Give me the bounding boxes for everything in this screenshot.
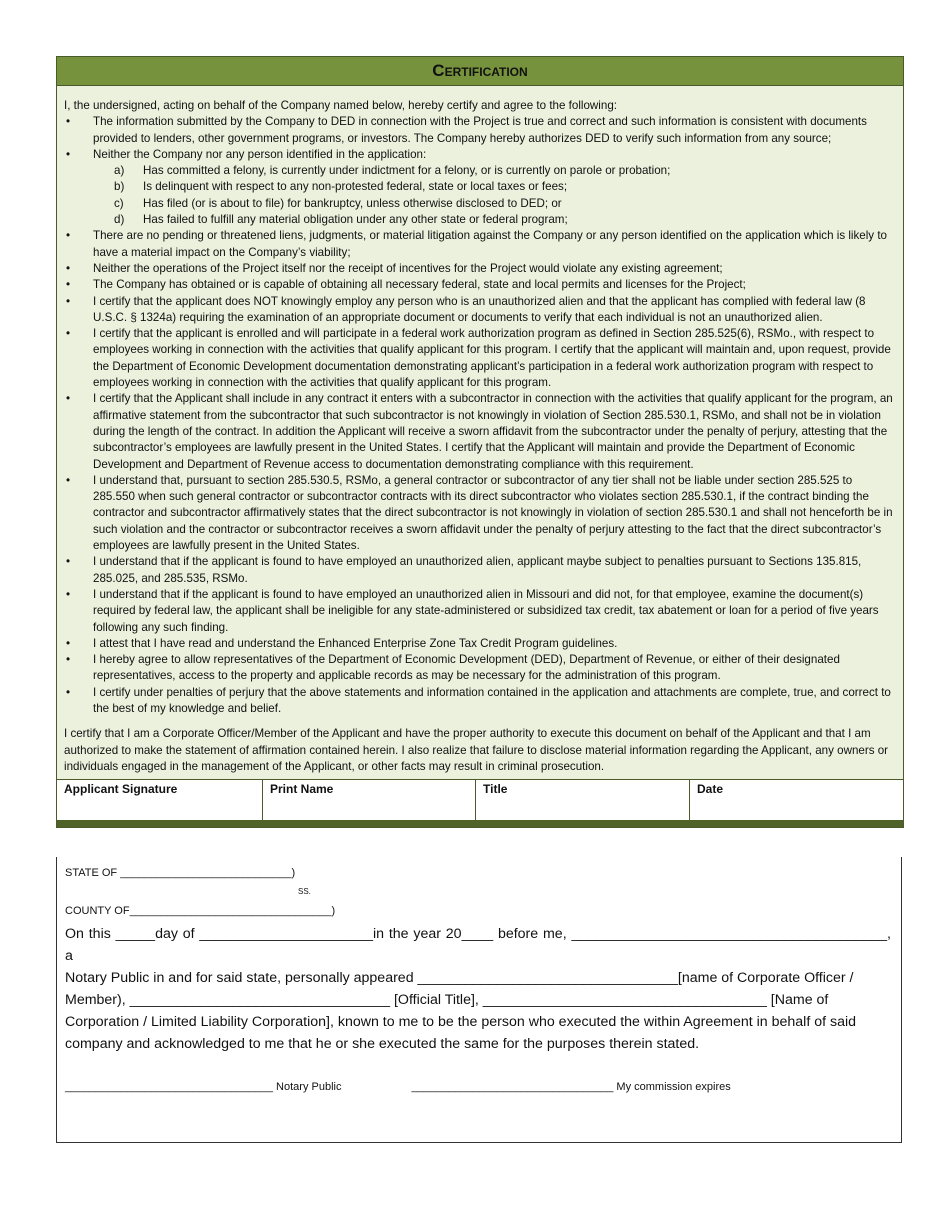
notary-acknowledgment: [65, 923, 901, 1055]
acknowledgment-text: Notary Public in and for said state, personally appeared _________________________________[name of Corporate Officer / Member), _________________________________ [Official Title], ____________________________________ [Name of Corporation / Limited Liability Corporation], known to me to be the person who executed the within Agreement in behalf of said company and acknowledged to me that he or she executed the same for the purposes therein stated.: [65, 970, 857, 1052]
sub-list-text: Has filed (or is about to file) for bankruptcy, unless otherwise disclosed to DED; or: [143, 196, 562, 210]
applicant-signature-field[interactable]: Applicant Signature: [64, 782, 178, 797]
list-item: • I certify that the applicant is enrolled and will participate in a federal work authorization program as defined in Section 285.525(6), RSMo., with respect to employees working in connection with the activities that qualify applicant for this program. I certify that the applicant will maintain and, upon request, provide the Department of Economic Development documentation demonstrating applicant’s participation in a federal work authorization program with respect to employees working in connection with the activities that qualify applicant for this program.: [64, 326, 896, 391]
certification-section: [56, 56, 904, 828]
list-item: • I understand that if the applicant is found to have employed an unauthorized alien in Missouri and did not, for that employee, examine the document(s) required by federal law, the applicant shall be ineligible for any state-administered or subsidized tax credit, tax abatement or loan for a period of five years following any such finding.: [64, 587, 896, 636]
print-name-field[interactable]: Print Name: [262, 780, 475, 820]
sub-list-item: [114, 179, 896, 195]
ss-label: SS.: [298, 887, 311, 896]
commission-expires-line[interactable]: _________________________________ My commission expires: [411, 1081, 731, 1093]
sub-list-item: [114, 163, 896, 179]
list-item: • There are no pending or threatened liens, judgments, or material litigation against the Company or any person identified on the application which is likely to have a material impact on the Company’s viability;: [64, 228, 896, 261]
notary-public-line[interactable]: __________________________________ Notary Public: [65, 1081, 342, 1093]
certification-body: [57, 86, 903, 779]
list-item: • I understand that, pursuant to section 285.530.5, RSMo, a general contractor or subcontractor of any tier shall not be liable under section 285.525 to 285.550 when such general contractor or subcontractor contracts with its direct subcontractor who violates section 285.530.1, if the contract binding the contractor and subcontractor affirmatively states that the direct subcontractor is not knowingly in violation of section 285.530.1 and shall not henceforth be in such violation and the contractor or subcontractor receives a sworn affidavit under the penalty of perjury attesting to the fact that the direct subcontractor’s employees are lawfully present in the United States.: [64, 473, 896, 554]
list-item: • The information submitted by the Company to DED in connection with the Project is true and correct and such information is consistent with documents provided to lenders, other government programs, or investors. The Company hereby authorizes DED to verify such information from any source;: [64, 114, 896, 147]
list-item: • I attest that I have read and understand the Enhanced Enterprise Zone Tax Credit Program guidelines.: [64, 636, 896, 652]
list-item: • I hereby agree to allow representatives of the Department of Economic Development (DED), Department of Revenue, or either of their designated representatives, access to the property and applicable records as may be necessary for the administration of this program.: [64, 652, 896, 685]
sub-list-text: Has failed to fulfill any material obligation under any other state or federal program;: [143, 213, 568, 227]
sub-list-letter: c): [114, 196, 124, 210]
sub-list-item: [114, 212, 896, 228]
sub-list-text: Is delinquent with respect to any non-protested federal, state or local taxes or fees;: [143, 180, 568, 194]
closing-statement: I certify that I am a Corporate Officer/Member of the Applicant and have the proper authority to execute this document on behalf of the Applicant and that I am authorized to make the statement of affirmation contained herein. I also realize that failure to disclose material information regarding the Applicant, any owners or individuals engaged in the management of the Applicant, or other facts may result in criminal prosecution.: [64, 727, 889, 773]
sub-list-letter: d): [114, 213, 125, 227]
notary-section: [56, 857, 902, 1143]
list-item: • I certify that the Applicant shall include in any contract it enters with a subcontractor in connection with the activities that qualify applicant for the program, an affirmative statement from the subcontractor that such subcontractor is not knowingly in violation of Section 285.530.1, RSMo, and shall not be in violation during the length of the contract. In addition the Applicant will receive a sworn affidavit from the subcontractor under the penalty of perjury, attesting that the subcontractor’s employees are lawfully present in the United States. I certify that the Applicant will maintain and provide the Department of Economic Development and Department of Revenue access to documentation demonstrating compliance with this requirement.: [64, 391, 896, 472]
list-item: • I understand that if the applicant is found to have employed an unauthorized alien, applicant maybe subject to penalties pursuant to Sections 135.815, 285.025, and 285.535, RSMo.: [64, 554, 896, 587]
sub-list-text: Has committed a felony, is currently under indictment for a felony, or is currently on parole or probation;: [143, 164, 671, 178]
sub-list: [93, 163, 896, 228]
intro-text: I, the undersigned, acting on behalf of the Company named below, hereby certify and agree to the following:: [64, 99, 617, 112]
sub-list-letter: b): [114, 180, 125, 194]
county-of-line[interactable]: COUNTY OF_________________________________): [65, 905, 336, 917]
date-field[interactable]: Date: [689, 780, 903, 820]
list-item: • I certify that the applicant does NOT knowingly employ any person who is an unauthorized alien and that the applicant has complied with federal law (8 U.S.C. § 1324a) requiring the examination of an appropriate document or documents to verify that each individual is not an unauthorized alien.: [64, 294, 896, 327]
list-item: • The Company has obtained or is capable of obtaining all necessary federal, state and local permits and licenses for the Project;: [64, 277, 896, 293]
list-item-text: Neither the Company nor any person identified in the application:: [93, 147, 427, 161]
sub-list-letter: a): [114, 164, 125, 178]
acknowledgment-line-1: On this _____day of ______________________in the year 20____ before me, ________________________________________, a: [65, 926, 891, 964]
certification-title: Certification: [57, 57, 903, 86]
divider-bar: [57, 820, 903, 827]
certification-list: [64, 114, 896, 717]
list-item: [64, 147, 896, 228]
notary-signature-lines: [65, 1081, 901, 1093]
sub-list-item: [114, 196, 896, 212]
state-of-line[interactable]: STATE OF ____________________________): [65, 867, 296, 879]
title-field[interactable]: Title: [475, 780, 689, 820]
list-item: • I certify under penalties of perjury that the above statements and information contained in the application and attachments are complete, true, and correct to the best of my knowledge and belief.: [64, 685, 896, 718]
list-item: • Neither the operations of the Project itself nor the receipt of incentives for the Project would violate any existing agreement;: [64, 261, 896, 277]
signature-row: [57, 779, 903, 820]
